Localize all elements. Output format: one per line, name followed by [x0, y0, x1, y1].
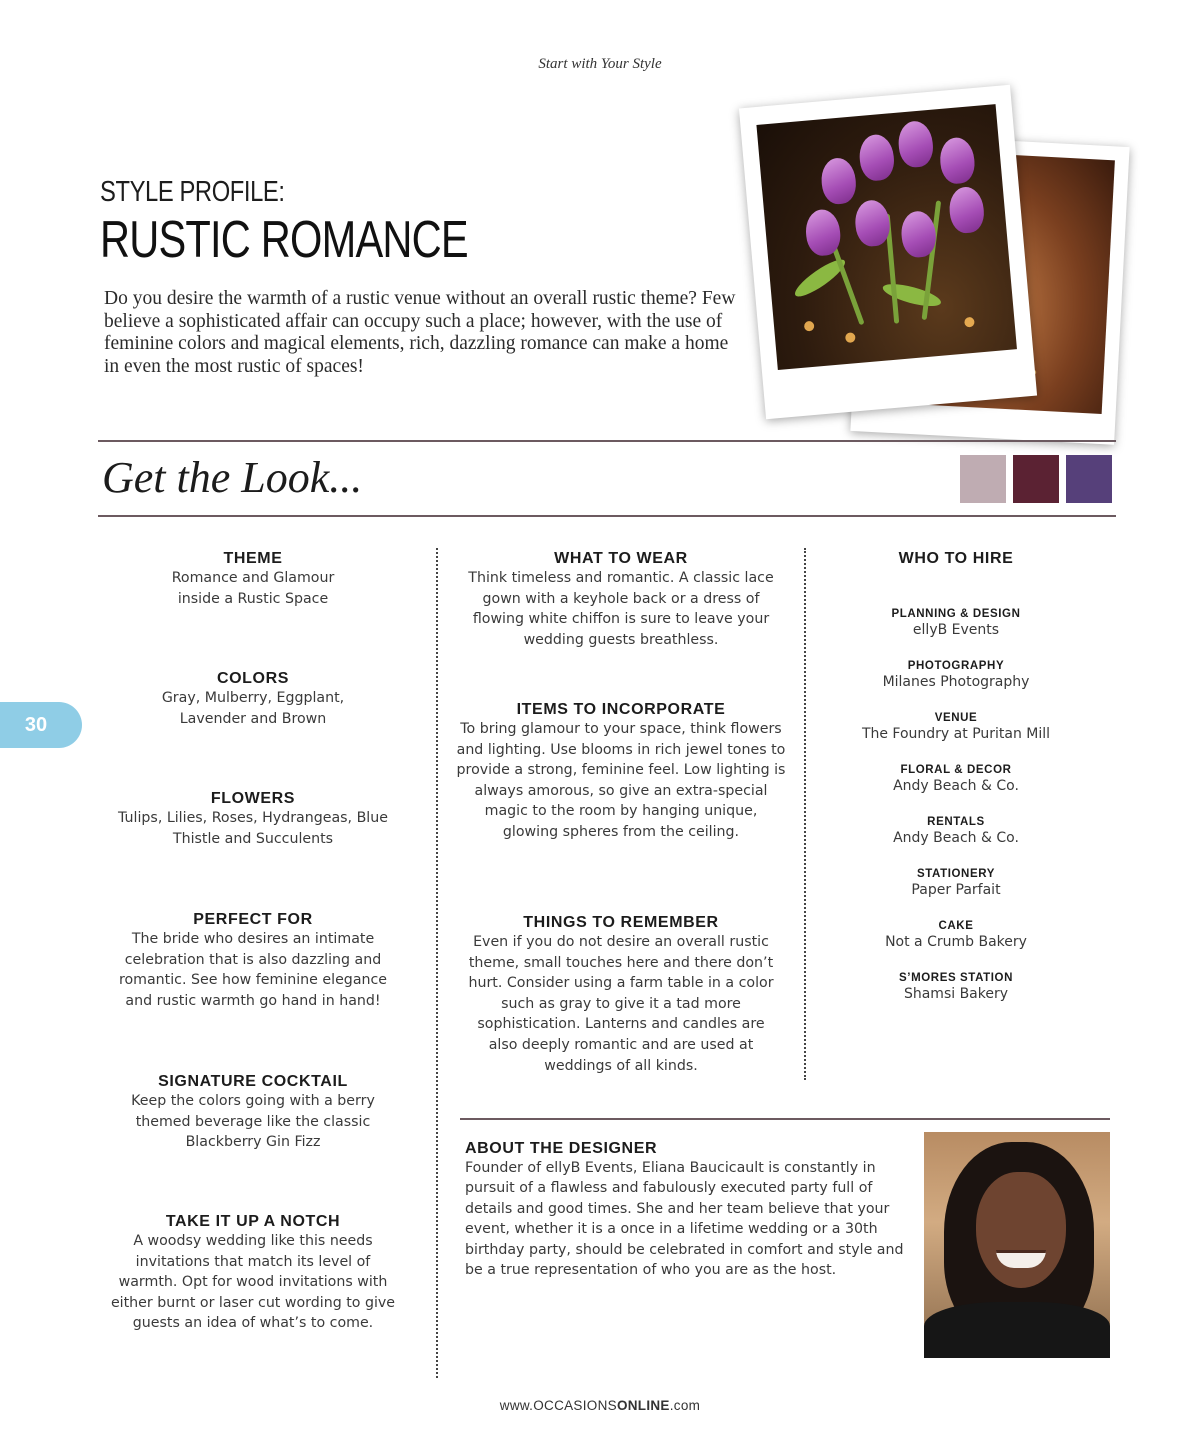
swatch-eggplant	[1066, 455, 1112, 503]
footer-url-bold: ONLINE	[616, 1398, 670, 1413]
about-rule	[460, 1118, 1110, 1120]
section-text: The bride who desires an intimate celebration that is also dazzling and romantic. See how feminine elegance and rustic warmth go hand in hand!	[118, 931, 388, 1009]
page-number-tab: 30	[0, 702, 82, 748]
hire-role: CAKE	[938, 920, 974, 932]
hire-name: Paper Parfait	[911, 882, 1001, 898]
page-title: RUSTIC ROMANCE	[100, 211, 468, 269]
dotted-divider-right	[804, 548, 806, 1080]
hire-item	[830, 764, 1082, 796]
hire-role: RENTALS	[927, 816, 985, 828]
swatch-mulberry	[1013, 455, 1059, 503]
hire-item	[830, 868, 1082, 900]
style-profile-label: STYLE PROFILE:	[100, 176, 285, 208]
footer-url-prefix: www.OCCASIONS	[499, 1398, 617, 1413]
section-text: Think timeless and romantic. A classic lace gown with a keyhole back or a dress of flowing white chiffon is sure to leave your wedding guests breathless.	[468, 570, 774, 648]
hire-role: FLORAL & DECOR	[900, 764, 1012, 776]
portrait-shirt	[924, 1302, 1110, 1358]
section-text: To bring glamour to your space, think flowers and lighting. Use blooms in rich jewel tones to provide a strong, feminine feel. Low lighting is always amorous, so give an extra-special magic to the room by hanging unique, glowing spheres from the ceiling.	[456, 721, 786, 840]
section-text: Keep the colors going with a berry themed beverage like the classic Blackberry Gin Fizz	[131, 1093, 375, 1151]
section-heading: WHAT TO WEAR	[554, 550, 688, 567]
section-text: Even if you do not desire an overall rustic theme, small touches here and there don’t hurt. Consider using a farm table in a color such as gray to give it a tad more sophistication. Lanterns and candles are also deeply romantic and are used at weddings of all kinds.	[468, 934, 774, 1074]
hire-role: STATIONERY	[917, 868, 995, 880]
perfect-for-section	[108, 911, 398, 1011]
section-heading: SIGNATURE COCKTAIL	[158, 1073, 348, 1090]
portrait-face	[976, 1172, 1066, 1288]
flowers-section	[108, 790, 398, 849]
theme-section	[108, 550, 398, 609]
what-to-wear-section	[456, 550, 786, 650]
section-heading: THEME	[223, 550, 283, 567]
hire-role: PHOTOGRAPHY	[907, 660, 1005, 672]
about-text: Founder of ellyB Events, Eliana Baucicault is constantly in pursuit of a flawless and fabulously executed party full of details and good times. She and her team believe that your event, whether it is a once in a lifetime wedding or a 30th birthday party, should be celebrated in comfort and style and be a true representation of who you are as the host.	[465, 1160, 904, 1279]
swatch-gray	[960, 455, 1006, 503]
colors-section	[108, 670, 398, 729]
section-text: A woodsy wedding like this needs invitations that match its level of warmth. Opt for wood invitations with either burnt or laser cut wording to give guests an idea of what’s to come.	[110, 1233, 396, 1332]
who-to-hire-heading: WHO TO HIRE	[898, 550, 1014, 567]
footer-url[interactable]	[0, 1398, 1200, 1413]
hire-role: S’MORES STATION	[899, 972, 1013, 984]
hire-item	[830, 660, 1082, 692]
things-to-remember-section	[456, 914, 786, 1076]
hire-item	[830, 920, 1082, 952]
signature-cocktail-section	[108, 1073, 398, 1153]
section-heading: ITEMS TO INCORPORATE	[516, 701, 726, 718]
take-it-up-section	[108, 1213, 398, 1334]
section-heading: COLORS	[216, 670, 290, 687]
hire-role: PLANNING & DESIGN	[891, 608, 1021, 620]
hire-item	[830, 816, 1082, 848]
intro-paragraph: Do you desire the warmth of a rustic venue without an overall rustic theme? Few believe a sophisticated affair can occupy such a place; however, with the use of feminine colors and magical elements, rich, dazzling romance can make a home in even the most rustic of spaces!	[104, 288, 736, 377]
get-the-look-heading: Get the Look...	[102, 453, 363, 502]
section-text: Tulips, Lilies, Roses, Hydrangeas, Blue Thistle and Succulents	[118, 810, 388, 847]
hire-item	[830, 608, 1082, 640]
about-heading: ABOUT THE DESIGNER	[465, 1140, 658, 1157]
hire-item	[830, 712, 1082, 744]
items-to-incorporate-section	[456, 701, 786, 843]
footer-url-suffix: .com	[669, 1398, 701, 1413]
hire-name: Andy Beach & Co.	[893, 830, 1019, 846]
section-heading: FLOWERS	[210, 790, 296, 807]
about-designer-section	[465, 1140, 910, 1280]
left-column	[108, 0, 398, 1450]
section-heading: PERFECT FOR	[193, 911, 313, 928]
hire-name: Not a Crumb Bakery	[885, 934, 1027, 950]
hire-name: The Foundry at Puritan Mill	[861, 726, 1051, 742]
hire-name: Shamsi Bakery	[903, 986, 1009, 1002]
hire-name: Milanes Photography	[882, 674, 1030, 690]
tulips-image	[756, 104, 1017, 370]
hire-item	[830, 972, 1082, 1004]
hire-role: VENUE	[934, 712, 978, 724]
section-heading: TAKE IT UP A NOTCH	[165, 1213, 341, 1230]
section-text: Romance and Glamour inside a Rustic Space	[171, 570, 335, 607]
section-text: Gray, Mulberry, Eggplant, Lavender and Brown	[161, 690, 345, 727]
section-heading: THINGS TO REMEMBER	[523, 914, 719, 931]
running-head: Start with Your Style	[538, 56, 662, 72]
dotted-divider-left	[436, 548, 438, 1378]
designer-portrait	[924, 1132, 1110, 1358]
hire-name: Andy Beach & Co.	[893, 778, 1019, 794]
hire-name: ellyB Events	[912, 622, 1000, 638]
